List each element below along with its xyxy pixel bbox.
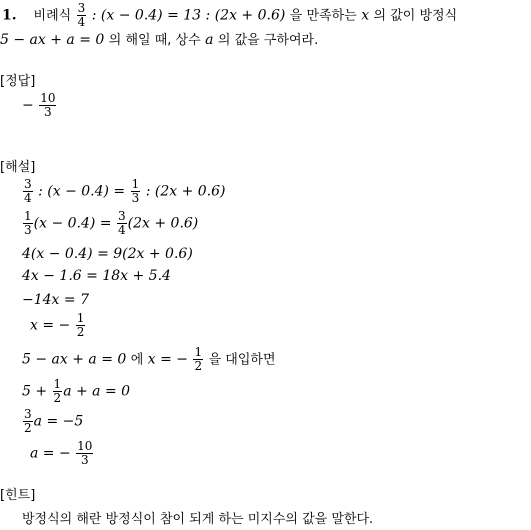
problem-line-1 bbox=[2, 2, 457, 29]
solution-heading: [해설] bbox=[0, 160, 36, 175]
solution-step-8: 5 + $\frac{1}{2}$ a + a = 0 bbox=[22, 377, 131, 405]
problem-number: 1. bbox=[2, 7, 17, 24]
var-x: x bbox=[361, 7, 370, 24]
problem-intro: 비례식 bbox=[33, 8, 72, 24]
solution-step-3: 4(x − 0.4) = 9(2x + 0.6) bbox=[22, 246, 193, 262]
var-a: a bbox=[205, 32, 214, 48]
problem-line2-end: 의 값을 구하여라. bbox=[217, 33, 319, 48]
solution-step-2: $\frac{1}{3}$ (x − 0.4) = $\frac{3}{4}$ (2x + 0.6) bbox=[24, 209, 199, 237]
problem-tail-1: 을 만족하는 bbox=[289, 8, 357, 24]
target-equation: 5 − ax + a = 0 bbox=[0, 32, 105, 48]
answer-heading: [정답] bbox=[0, 74, 36, 89]
solution-step-1: $\frac{3}{4}$ : (x − 0.4) = $\frac{1}{3}$ : (2x + 0.6) bbox=[24, 177, 226, 205]
problem-line-2 bbox=[0, 32, 318, 49]
solution-step-4: 4x − 1.6 = 18x + 5.4 bbox=[22, 268, 171, 284]
problem-line2-text: 의 해일 때, 상수 bbox=[108, 33, 201, 48]
solution-step-9: $\frac{3}{2}$ a = −5 bbox=[24, 407, 84, 435]
solution-step-6: x = − $\frac{1}{2}$ bbox=[30, 311, 85, 339]
hint-heading: [힌트] bbox=[0, 488, 36, 503]
solution-step-5: −14x = 7 bbox=[22, 292, 89, 308]
solution-step-7: 5 − ax + a = 0 에 x = − $\frac{1}{2}$ 을 대입하면 bbox=[22, 345, 276, 373]
solution-step-10: a = − $\frac{10}{3}$ bbox=[30, 439, 93, 467]
answer-value bbox=[22, 92, 57, 119]
answer-sign: − bbox=[22, 97, 34, 114]
answer-fraction: $\frac{10}{3}$ bbox=[40, 91, 56, 119]
ratio-expression: : (x − 0.4) = 13 : (2x + 0.6) bbox=[91, 7, 286, 24]
problem-tail-2: 의 값이 방정식 bbox=[373, 8, 458, 24]
fraction-3-4: $\frac{3}{4}$ bbox=[77, 1, 86, 29]
hint-text: 방정식의 해란 방정식이 참이 되게 하는 미지수의 값을 말한다. bbox=[22, 512, 374, 527]
